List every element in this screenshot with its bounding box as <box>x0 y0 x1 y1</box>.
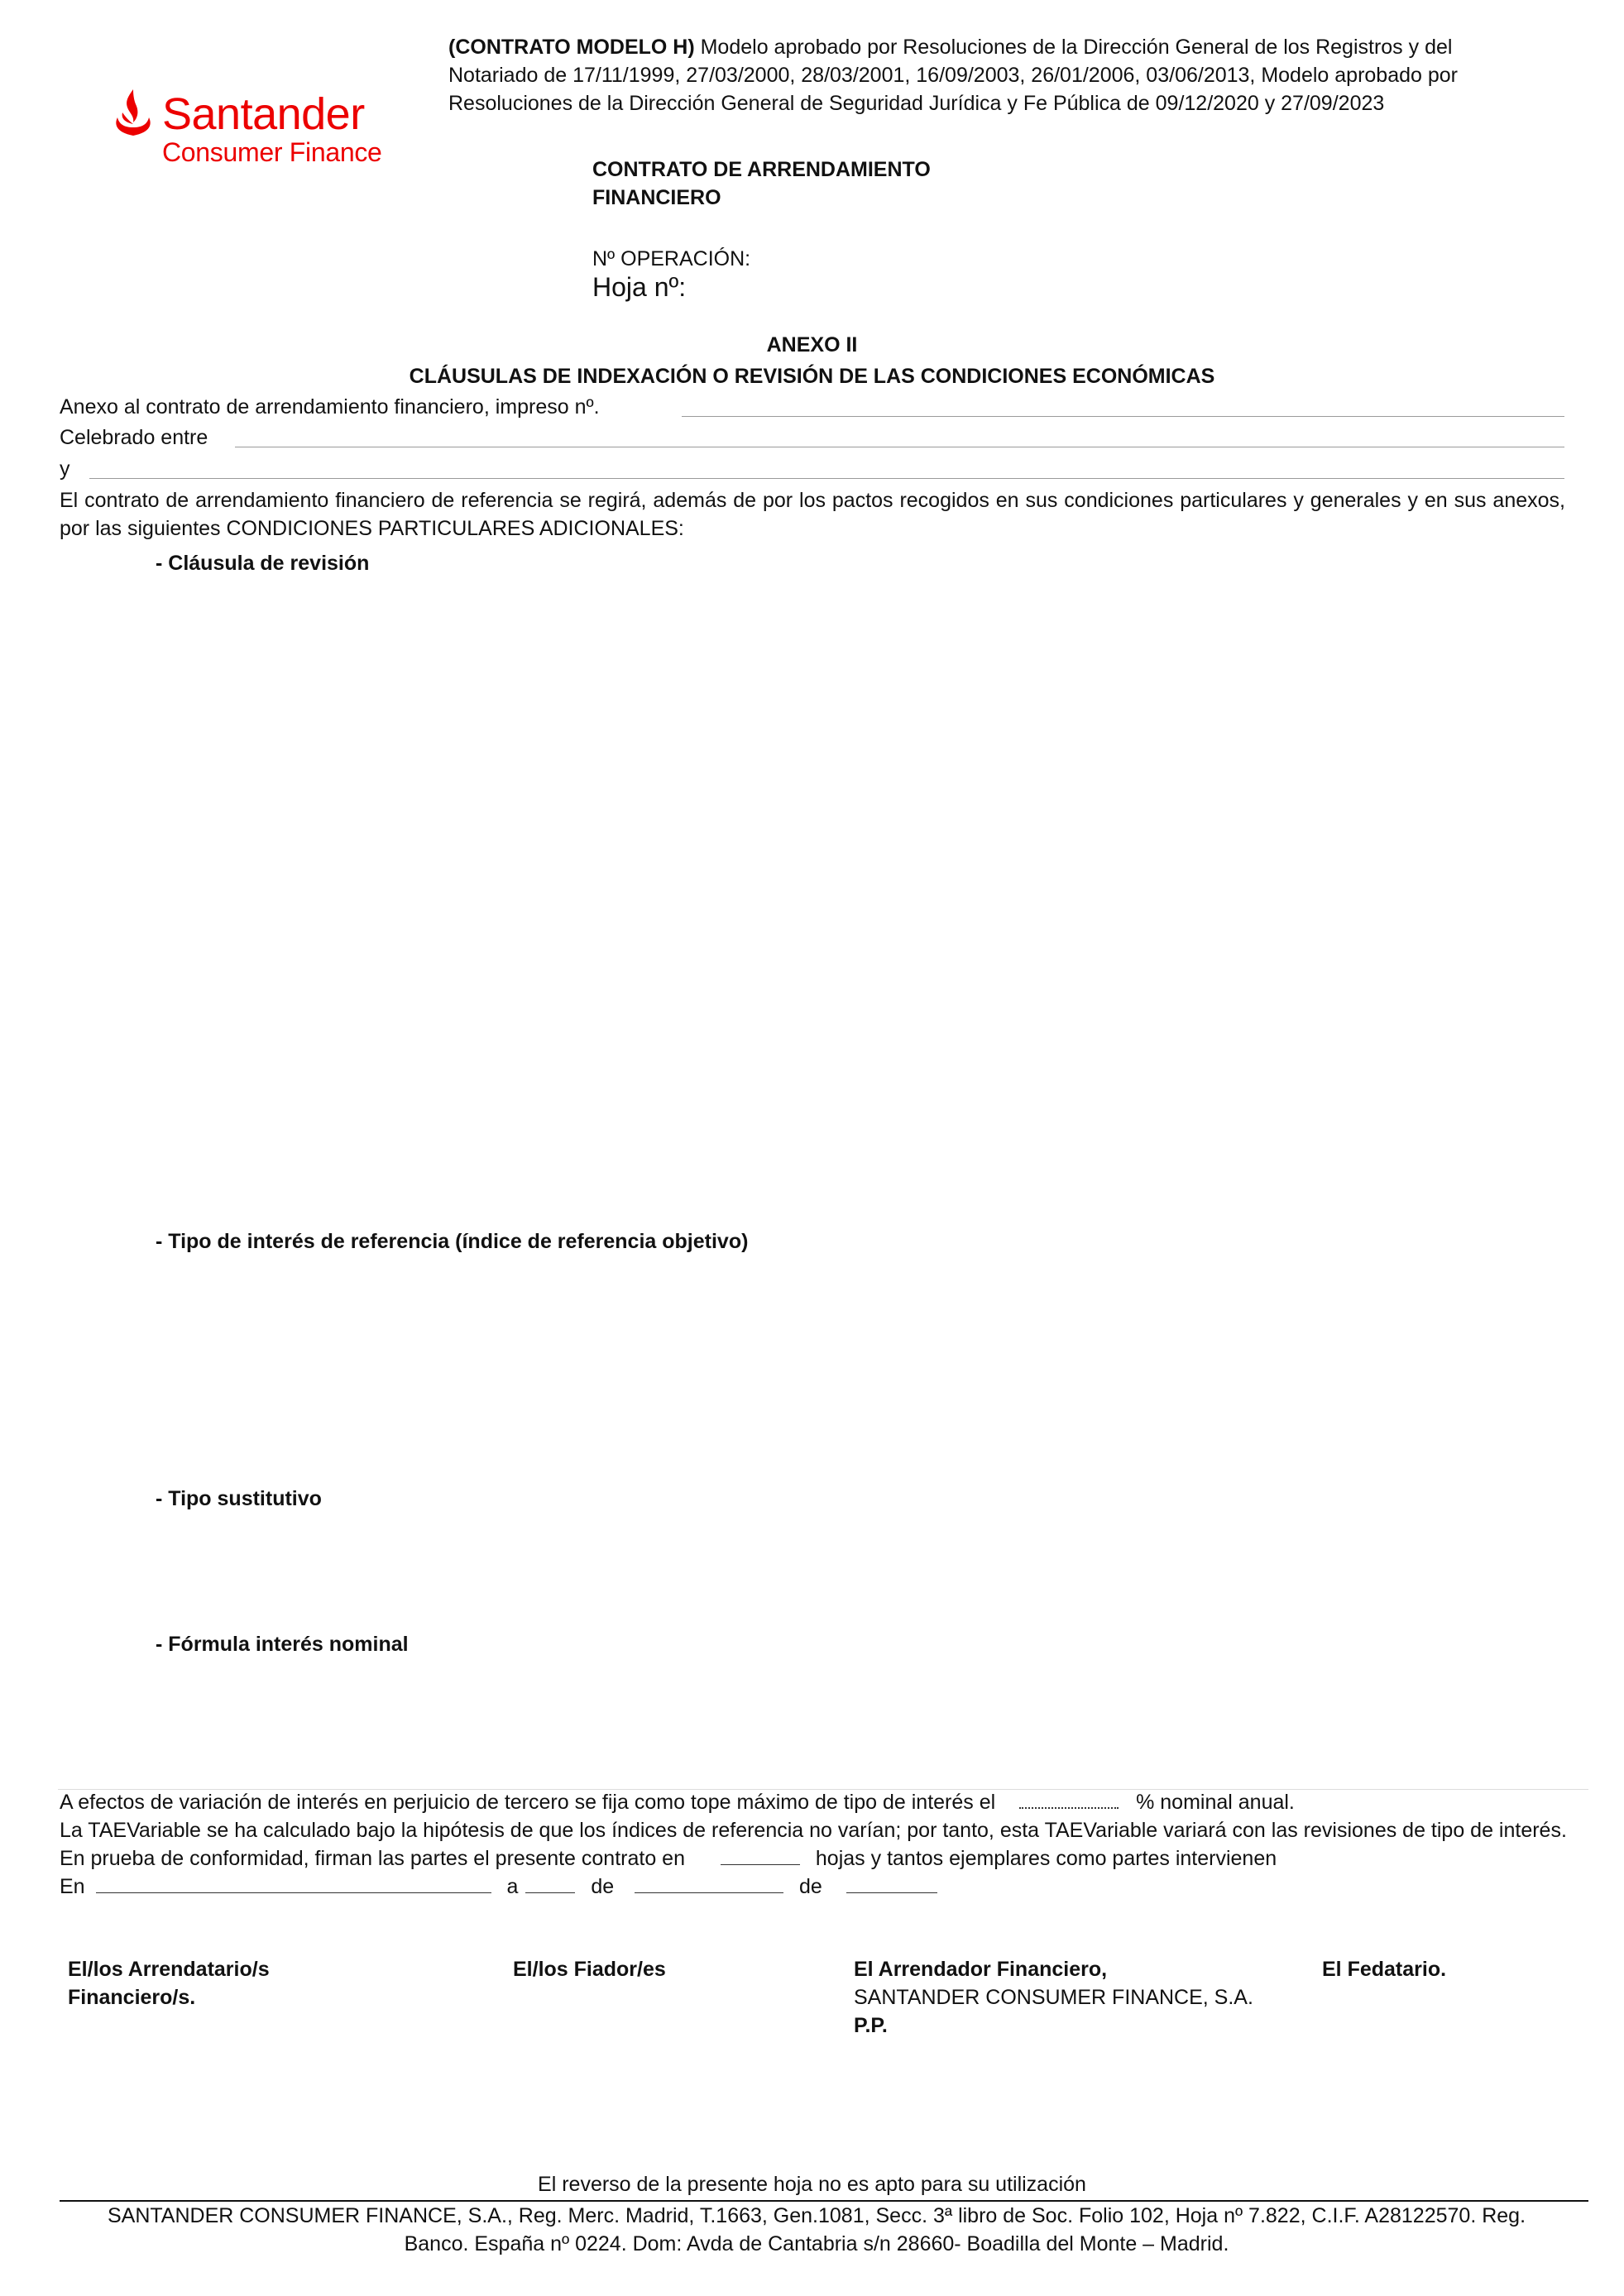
sheet-count-field[interactable] <box>721 1846 800 1865</box>
flame-logo-icon <box>111 88 156 139</box>
lessor-company: SANTANDER CONSUMER FINANCE, S.A. <box>854 1986 1253 2009</box>
tae-paragraph: La TAEVariable se ha calculado bajo la hipótesis de que los índices de referencia no varían; por tanto, esta TAEVariable variará con las revisiones de tipo de interés. <box>60 1819 1567 1842</box>
place-field[interactable] <box>96 1874 491 1893</box>
lessee-label-line2: Financiero/s. <box>68 1986 196 2009</box>
company-registration-line2: Banco. España nº 0224. Dom: Avda de Cantabria s/n 28660- Boadilla del Monte – Madrid. <box>404 2232 1229 2255</box>
notary-label: El Fedatario. <box>1322 1958 1447 1981</box>
contract-title <box>592 155 1089 212</box>
final-conditions <box>60 1788 1574 1901</box>
printed-number-row <box>60 393 1564 421</box>
lessee-signature-block <box>68 1955 270 2011</box>
interest-cap-suffix: % nominal anual. <box>1136 1791 1295 1814</box>
year-field[interactable] <box>846 1874 937 1893</box>
contract-title-line2: FINANCIERO <box>592 186 721 209</box>
company-registration-footer <box>60 2202 1574 2258</box>
place-label: En <box>60 1875 85 1898</box>
annex-title: ANEXO II <box>766 333 858 356</box>
annex-subtitle: CLÁUSULAS DE INDEXACIÓN O REVISIÓN DE LAS CONDICIONES ECONÓMICAS <box>409 365 1215 388</box>
logo-brand-text: Santander <box>162 89 365 139</box>
model-code: (CONTRATO MODELO H) <box>448 36 695 59</box>
model-approval-line1: Modelo aprobado por Resoluciones de la Dirección General de los Registros y del <box>694 36 1453 59</box>
operation-number-label: Nº OPERACIÓN: <box>592 247 751 270</box>
conformity-suffix: hojas y tantos ejemplares como partes intervienen <box>815 1847 1277 1870</box>
conformity-line <box>60 1844 1574 1873</box>
at-label: a <box>506 1875 519 1898</box>
model-approval-line3: Resoluciones de la Dirección General de Seguridad Jurídica y Fe Pública de 09/12/2020 y 27/09/2023 <box>448 92 1385 115</box>
second-party-row <box>60 455 1564 483</box>
printed-number-field[interactable] <box>682 416 1564 417</box>
revision-clause-heading: - Cláusula de revisión <box>156 552 370 575</box>
company-registration-line1: SANTANDER CONSUMER FINANCE, S.A., Reg. Merc. Madrid, T.1663, Gen.1081, Secc. 3ª libro de Soc. Folio 102, Hoja nº 7.822, C.I.F. A28122570. Reg. <box>107 2204 1526 2227</box>
interest-cap-line <box>60 1788 1574 1816</box>
logo-subtitle-text: Consumer Finance <box>162 137 382 167</box>
printed-number-label: Anexo al contrato de arrendamiento financiero, impreso nº. <box>60 395 600 419</box>
contract-title-line1: CONTRATO DE ARRENDAMIENTO <box>592 158 931 181</box>
nominal-formula-heading: - Fórmula interés nominal <box>156 1633 409 1656</box>
parties-between-row <box>60 423 1564 452</box>
guarantor-label: El/los Fiador/es <box>513 1958 666 1981</box>
company-logo <box>111 86 409 169</box>
guarantor-signature-block <box>513 1955 666 1983</box>
substitute-rate-heading: - Tipo sustitutivo <box>156 1487 322 1510</box>
interest-cap-field[interactable] <box>1019 1789 1119 1809</box>
month-field[interactable] <box>635 1874 783 1893</box>
and-label: y <box>60 457 70 481</box>
intro-paragraph: El contrato de arrendamiento financiero de referencia se regirá, además de por los pactos recogidos en sus condiciones particulares y generales y en sus anexos, por las siguientes CONDICIONES PARTICULARES ADICIONALES: <box>60 489 1565 540</box>
lessor-signature-block <box>854 1955 1253 2040</box>
model-approval-notice <box>448 33 1590 117</box>
place-date-line <box>60 1873 1574 1901</box>
notary-signature-block <box>1322 1955 1446 1983</box>
day-field[interactable] <box>525 1874 575 1893</box>
reference-rate-heading: - Tipo de interés de referencia (índice de referencia objetivo) <box>156 1230 749 1253</box>
conformity-text: En prueba de conformidad, firman las partes el presente contrato en <box>60 1847 685 1870</box>
of-label-1: de <box>591 1875 615 1898</box>
sheet-number-label: Hoja nº: <box>592 272 687 302</box>
between-label: Celebrado entre <box>60 426 208 449</box>
lessor-pp: P.P. <box>854 2014 888 2037</box>
interest-cap-text: A efectos de variación de interés en perjuicio de tercero se fija como tope máximo de tipo de interés el <box>60 1791 996 1814</box>
lessee-label-line1: El/los Arrendatario/s <box>68 1958 270 1981</box>
lessor-label: El Arrendador Financiero, <box>854 1958 1108 1981</box>
of-label-2: de <box>799 1875 822 1898</box>
second-party-field[interactable] <box>89 478 1564 479</box>
reverse-side-note: El reverso de la presente hoja no es apto para su utilización <box>538 2173 1086 2196</box>
model-approval-line2: Notariado de 17/11/1999, 27/03/2000, 28/03/2001, 16/09/2003, 26/01/2006, 03/06/2013, Modelo aprobado por <box>448 64 1458 87</box>
